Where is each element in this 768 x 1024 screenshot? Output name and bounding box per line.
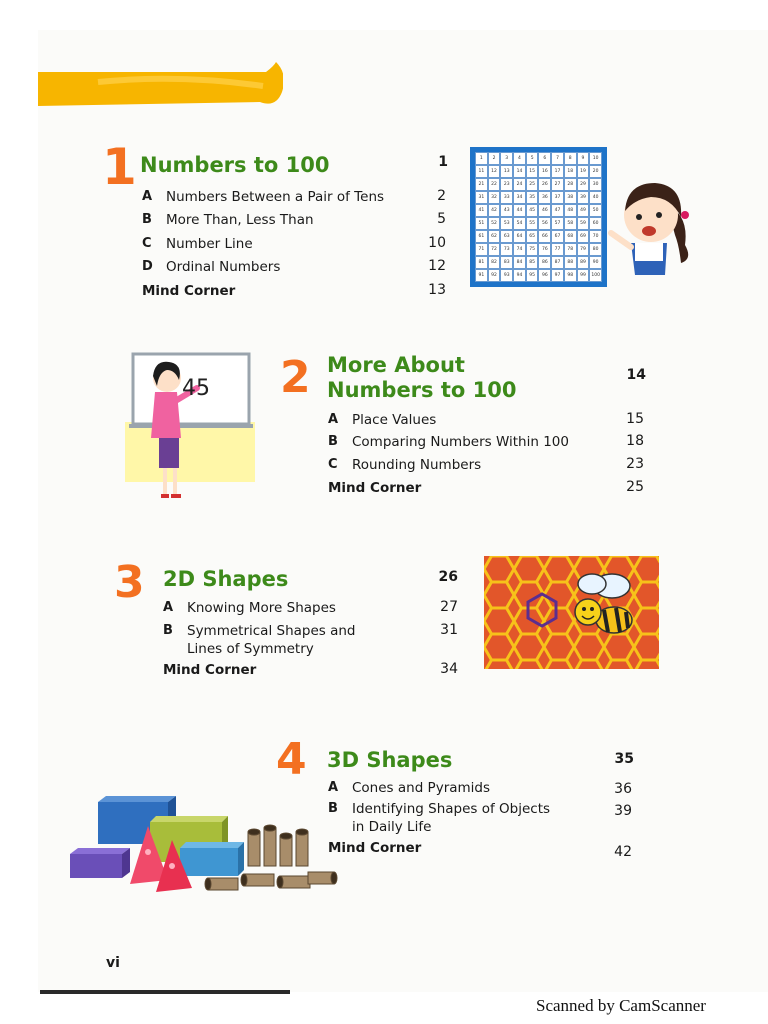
- section-letter: B: [142, 212, 152, 227]
- hundred-chart-cell: 23: [500, 178, 513, 191]
- chapter-3-page: 26: [438, 569, 458, 585]
- hundred-chart-cell: 82: [488, 256, 501, 269]
- hundred-chart-cell: 10: [589, 152, 602, 165]
- section-page: 18: [626, 433, 644, 449]
- hundred-chart-cell: 7: [551, 152, 564, 165]
- hundred-chart-cell: 68: [564, 230, 577, 243]
- hundred-chart-cell: 30: [589, 178, 602, 191]
- hundred-chart-cell: 25: [526, 178, 539, 191]
- section-page: 2: [437, 188, 446, 204]
- hundred-chart-cell: 94: [513, 269, 526, 282]
- hundred-chart-cell: 75: [526, 243, 539, 256]
- mind-corner-label[interactable]: Mind Corner: [163, 662, 257, 678]
- section-title: More Than, Less Than: [166, 212, 314, 228]
- section-letter: A: [142, 189, 153, 204]
- section-page: 36: [614, 781, 632, 797]
- hundred-chart-cell: 43: [500, 204, 513, 217]
- hundred-chart-cell: 52: [488, 217, 501, 230]
- hundred-chart-cell: 12: [488, 165, 501, 178]
- hundred-chart-cell: 42: [488, 204, 501, 217]
- chapter-2-number: 2: [280, 352, 311, 403]
- hundred-chart-cell: 27: [551, 178, 564, 191]
- hundred-chart-cell: 35: [526, 191, 539, 204]
- hundred-chart-cell: 53: [500, 217, 513, 230]
- hundred-chart-cell: 87: [551, 256, 564, 269]
- hundred-chart-cell: 93: [500, 269, 513, 282]
- hundred-chart-cell: 5: [526, 152, 539, 165]
- hundred-chart-cell: 49: [577, 204, 590, 217]
- hundred-chart-cell: 71: [475, 243, 488, 256]
- section-letter: A: [163, 600, 174, 615]
- chapter-4-number: 4: [276, 734, 307, 785]
- hundred-chart-cell: 54: [513, 217, 526, 230]
- section-title: Ordinal Numbers: [166, 259, 281, 275]
- section-title: Numbers Between a Pair of Tens: [166, 189, 385, 205]
- chapter-3-title[interactable]: 2D Shapes: [163, 567, 289, 591]
- hundred-chart-cell: 56: [538, 217, 551, 230]
- hundred-chart-cell: 90: [589, 256, 602, 269]
- hundred-chart-cell: 72: [488, 243, 501, 256]
- hundred-chart-cell: 63: [500, 230, 513, 243]
- section-letter: D: [142, 259, 153, 274]
- hundred-chart-cell: 97: [551, 269, 564, 282]
- hundred-chart-cell: 67: [551, 230, 564, 243]
- hundred-chart-cell: 79: [577, 243, 590, 256]
- hundred-chart-cell: 64: [513, 230, 526, 243]
- hundred-chart-cell: 3: [500, 152, 513, 165]
- mind-corner-label[interactable]: Mind Corner: [328, 840, 422, 856]
- hundred-chart-cell: 83: [500, 256, 513, 269]
- mind-corner-label[interactable]: Mind Corner: [142, 283, 236, 299]
- hundred-chart-cell: 58: [564, 217, 577, 230]
- hundred-chart-cell: 21: [475, 178, 488, 191]
- hundred-chart-cell: 76: [538, 243, 551, 256]
- mind-corner-page: 13: [428, 282, 446, 298]
- section-page: 27: [440, 599, 458, 615]
- section-letter: B: [328, 434, 338, 449]
- hundred-chart-cell: 45: [526, 204, 539, 217]
- section-letter: B: [163, 623, 173, 638]
- section-title-line1: Symmetrical Shapes and: [187, 623, 356, 639]
- hundred-chart-cell: 51: [475, 217, 488, 230]
- chapter-2-title-line1[interactable]: More About: [327, 353, 465, 377]
- header-tab-decoration: [38, 62, 283, 114]
- hundred-chart-cell: 44: [513, 204, 526, 217]
- hundred-chart-cell: 88: [564, 256, 577, 269]
- hundred-chart-cell: 70: [589, 230, 602, 243]
- hundred-chart-grid: [475, 152, 602, 282]
- hundred-chart-cell: 99: [577, 269, 590, 282]
- hundred-chart-cell: 18: [564, 165, 577, 178]
- section-title: Place Values: [352, 412, 437, 428]
- section-title-line2: Lines of Symmetry: [187, 641, 314, 657]
- section-letter: A: [328, 780, 339, 795]
- hundred-chart-cell: 61: [475, 230, 488, 243]
- chapter-3-number: 3: [114, 557, 145, 608]
- hundred-chart-cell: 96: [538, 269, 551, 282]
- hundred-chart-cell: 6: [538, 152, 551, 165]
- hundred-chart-cell: 84: [513, 256, 526, 269]
- section-letter: C: [142, 236, 152, 251]
- toc-row[interactable]: [163, 623, 453, 659]
- hundred-chart-cell: 86: [538, 256, 551, 269]
- hundred-chart-cell: 59: [577, 217, 590, 230]
- hundred-chart-cell: 81: [475, 256, 488, 269]
- hundred-chart-cell: 32: [488, 191, 501, 204]
- hundred-chart-cell: 80: [589, 243, 602, 256]
- hundred-chart-cell: 74: [513, 243, 526, 256]
- hundred-chart-cell: 14: [513, 165, 526, 178]
- hundred-chart-cell: 85: [526, 256, 539, 269]
- hundred-chart-cell: 38: [564, 191, 577, 204]
- section-page: 39: [614, 803, 632, 819]
- hundred-chart-cell: 19: [577, 165, 590, 178]
- hundred-chart-cell: 89: [577, 256, 590, 269]
- girl-at-board-illustration: [125, 352, 255, 502]
- hundred-chart-cell: 15: [526, 165, 539, 178]
- section-letter: B: [328, 801, 338, 816]
- chapter-1-title[interactable]: Numbers to 100: [140, 153, 330, 177]
- section-title-line1: Identifying Shapes of Objects: [352, 801, 551, 817]
- section-page: 10: [428, 235, 446, 251]
- hundred-chart-cell: 4: [513, 152, 526, 165]
- mind-corner-page: 25: [626, 479, 644, 495]
- section-title-line2: in Daily Life: [352, 819, 432, 835]
- hundred-chart-cell: 92: [488, 269, 501, 282]
- chapter-1-page: 1: [438, 154, 448, 170]
- hundred-chart-cell: 48: [564, 204, 577, 217]
- section-title: Cones and Pyramids: [352, 780, 491, 796]
- hundred-chart-cell: 8: [564, 152, 577, 165]
- hundred-chart-cell: 46: [538, 204, 551, 217]
- hundred-chart-cell: 34: [513, 191, 526, 204]
- hundred-chart-cell: 95: [526, 269, 539, 282]
- chapter-1-number: 1: [102, 138, 137, 196]
- section-page: 31: [440, 622, 458, 638]
- hundred-chart-cell: 50: [589, 204, 602, 217]
- girl-pointing-illustration: [605, 175, 700, 283]
- honeycomb-bee-illustration: [484, 556, 659, 669]
- hundred-chart-cell: 36: [538, 191, 551, 204]
- hundred-chart-cell: 69: [577, 230, 590, 243]
- page-edge-shadow: [40, 990, 290, 994]
- chapter-4-title[interactable]: 3D Shapes: [327, 748, 453, 772]
- hundred-chart-cell: 39: [577, 191, 590, 204]
- hundred-chart-cell: 77: [551, 243, 564, 256]
- hundred-chart-cell: 40: [589, 191, 602, 204]
- scanner-watermark: Scanned by CamScanner: [536, 996, 706, 1015]
- hundred-chart-cell: 73: [500, 243, 513, 256]
- footer-page-number: vi: [106, 955, 120, 971]
- hundred-chart-cell: 1: [475, 152, 488, 165]
- hundred-chart-cell: 37: [551, 191, 564, 204]
- mind-corner-label[interactable]: Mind Corner: [328, 480, 422, 496]
- hundred-chart-cell: 98: [564, 269, 577, 282]
- hundred-chart-cell: 11: [475, 165, 488, 178]
- section-page: 23: [626, 456, 644, 472]
- hundred-chart-cell: 91: [475, 269, 488, 282]
- hundred-chart-cell: 22: [488, 178, 501, 191]
- hundred-chart-illustration: [470, 147, 607, 287]
- hundred-chart-cell: 57: [551, 217, 564, 230]
- toc-row[interactable]: [328, 801, 618, 837]
- section-title: Comparing Numbers Within 100: [352, 434, 569, 450]
- hundred-chart-cell: 9: [577, 152, 590, 165]
- section-page: 12: [428, 258, 446, 274]
- hundred-chart-cell: 65: [526, 230, 539, 243]
- section-title: Number Line: [166, 236, 253, 252]
- hundred-chart-cell: 41: [475, 204, 488, 217]
- hundred-chart-cell: 60: [589, 217, 602, 230]
- 3d-shapes-illustration: [68, 792, 340, 900]
- mind-corner-page: 42: [614, 844, 632, 860]
- section-letter: A: [328, 412, 339, 427]
- hundred-chart-cell: 31: [475, 191, 488, 204]
- hundred-chart-cell: 13: [500, 165, 513, 178]
- hundred-chart-cell: 16: [538, 165, 551, 178]
- hundred-chart-cell: 55: [526, 217, 539, 230]
- hundred-chart-cell: 78: [564, 243, 577, 256]
- section-title: Knowing More Shapes: [187, 600, 336, 616]
- hundred-chart-cell: 2: [488, 152, 501, 165]
- chapter-4-page: 35: [614, 751, 634, 767]
- hundred-chart-cell: 33: [500, 191, 513, 204]
- hundred-chart-cell: 17: [551, 165, 564, 178]
- hundred-chart-cell: 62: [488, 230, 501, 243]
- hundred-chart-cell: 26: [538, 178, 551, 191]
- hundred-chart-cell: 47: [551, 204, 564, 217]
- chapter-2-page: 14: [626, 367, 646, 383]
- hundred-chart-cell: 24: [513, 178, 526, 191]
- section-letter: C: [328, 457, 338, 472]
- section-page: 15: [626, 411, 644, 427]
- hundred-chart-cell: 28: [564, 178, 577, 191]
- section-title: Rounding Numbers: [352, 457, 482, 473]
- chapter-2-title-line2[interactable]: Numbers to 100: [327, 378, 517, 402]
- hundred-chart-cell: 20: [589, 165, 602, 178]
- section-page: 5: [437, 211, 446, 227]
- hundred-chart-cell: 29: [577, 178, 590, 191]
- board-number: 45: [182, 376, 210, 401]
- hundred-chart-cell: 100: [589, 269, 602, 282]
- mind-corner-page: 34: [440, 661, 458, 677]
- hundred-chart-cell: 66: [538, 230, 551, 243]
